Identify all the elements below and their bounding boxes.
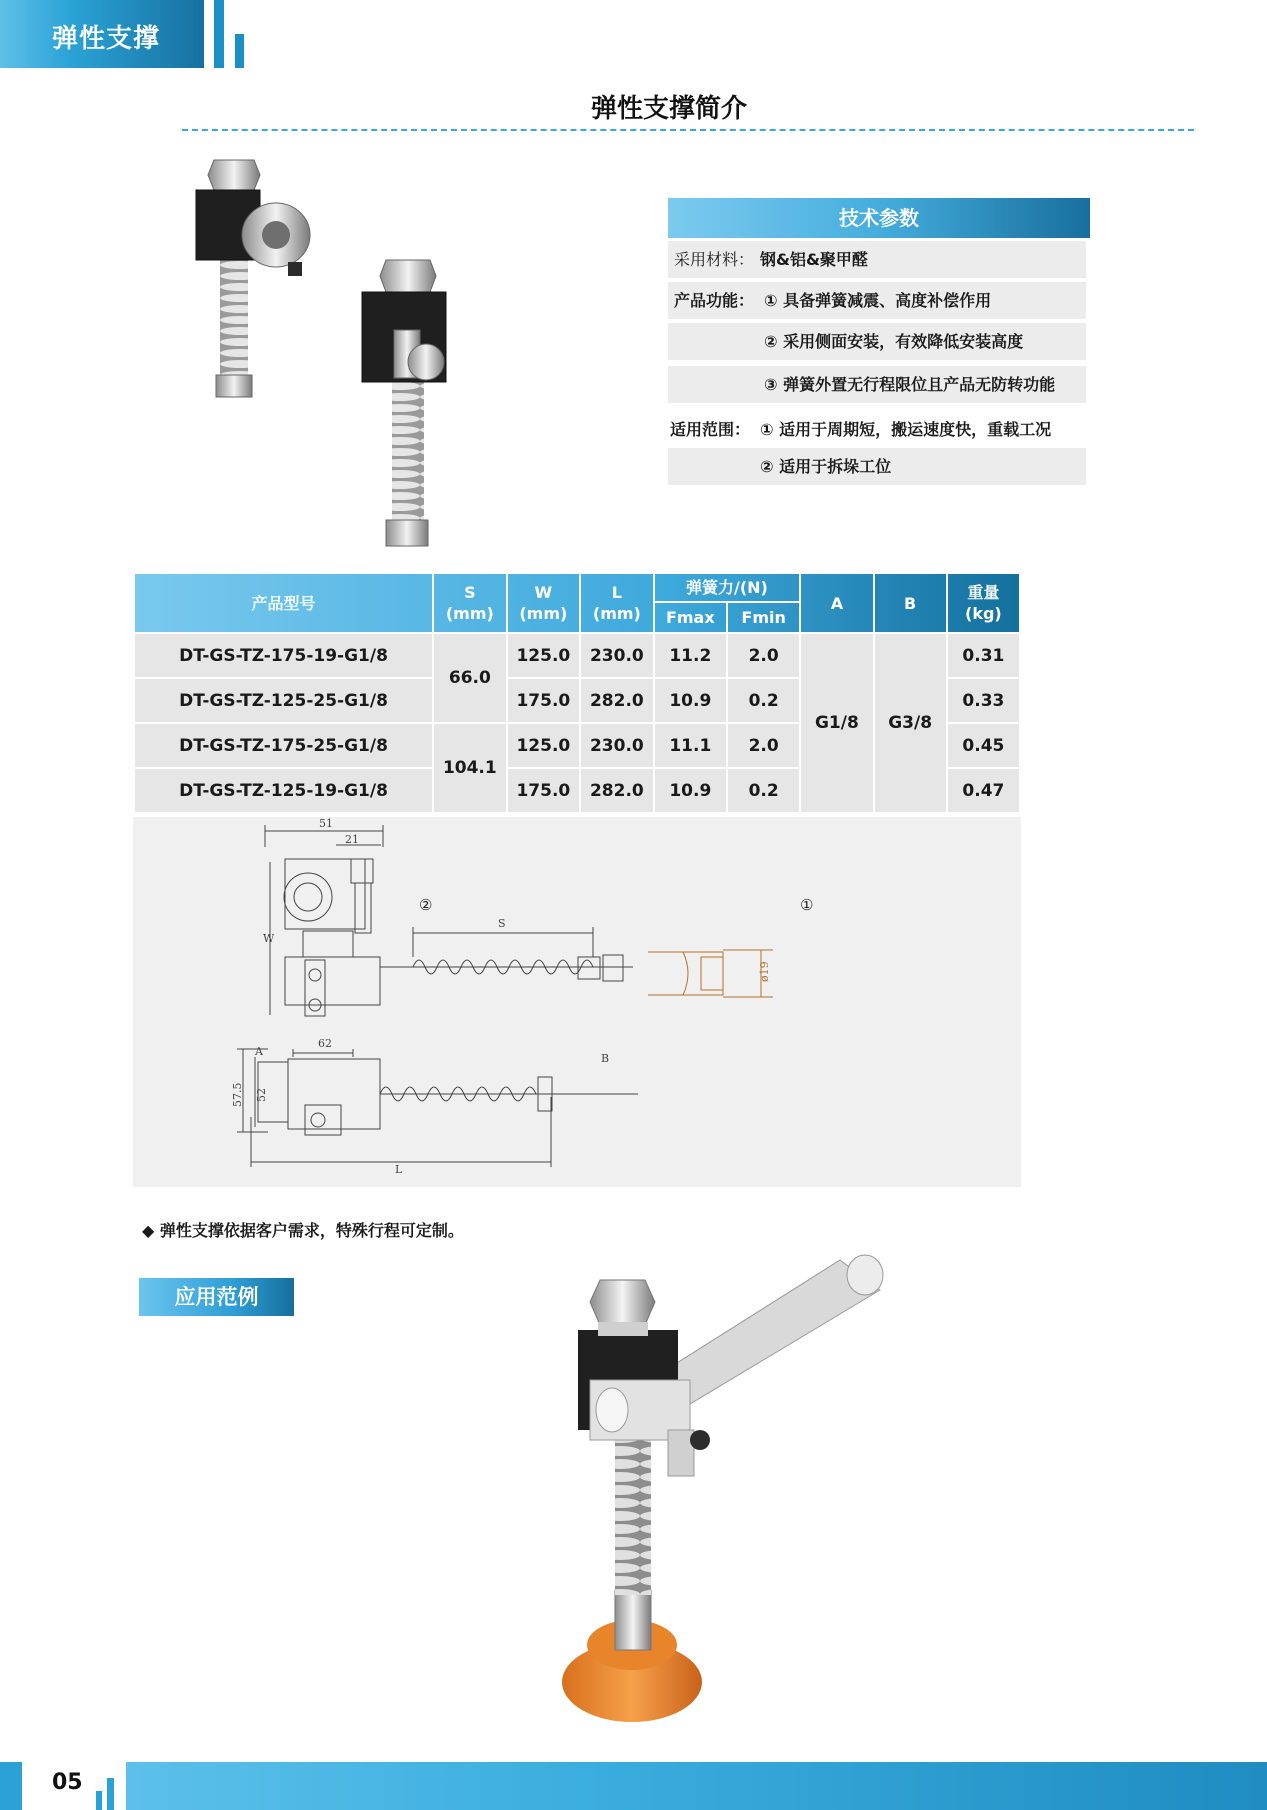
cell-fmin: 2.0 [728,724,799,767]
cell-weight: 0.31 [948,634,1019,677]
technical-drawing-area [133,817,1021,1187]
cell-fmax: 11.2 [655,634,726,677]
svg-text:A: A [255,1045,263,1058]
cell-a: G1/8 [801,634,872,812]
cell-l: 230.0 [581,724,653,767]
application-label: 应用范例 [139,1278,294,1316]
header-weight: 重量 (kg) [965,583,1002,623]
cell-s-group: 66.0 [434,634,506,722]
page-title: 弹性支撑简介 [590,94,747,124]
cell-fmax: 10.9 [655,679,726,722]
header-l: L (mm) [592,583,641,623]
header-spring-force: 弹簧力/(N) [686,577,768,597]
spec-row-function-3 [668,366,1086,403]
header-model: 产品型号 [251,593,316,613]
table-row [135,634,1019,677]
header-fmin: Fmin [741,607,786,627]
cell-model: DT-GS-TZ-125-19-G1/8 [135,769,432,812]
drawing-marker-2: ② [419,896,433,914]
table-header-row [135,574,1019,601]
svg-text:57.5: 57.5 [231,1082,244,1107]
spec-row-function-1 [668,282,1086,319]
header-s: S (mm) [445,583,494,623]
footer-band [126,1762,1267,1810]
product-table [133,572,1021,814]
cell-b: G3/8 [875,634,946,812]
cell-w: 125.0 [508,634,580,677]
cell-fmax: 10.9 [655,769,726,812]
cell-weight: 0.33 [948,679,1019,722]
header-a: A [830,593,844,613]
spec-row-scope-1 [668,411,1086,448]
cell-l: 282.0 [581,679,653,722]
cell-weight: 0.45 [948,724,1019,767]
product-unit-1 [196,160,310,397]
cell-fmax: 11.1 [655,724,726,767]
svg-text:W: W [263,932,275,945]
cell-w: 175.0 [508,769,580,812]
header-accent-bar-short [235,34,244,68]
svg-text:51: 51 [319,817,333,830]
cell-fmin: 0.2 [728,769,799,812]
svg-text:ø19: ø19 [758,961,771,982]
application-illustration [520,1250,920,1740]
function-item: ③ 弹簧外置无行程限位且产品无防转功能 [764,375,1056,394]
cell-model: DT-GS-TZ-175-25-G1/8 [135,724,432,767]
technical-drawing [133,817,1021,1187]
cell-s-group: 104.1 [434,724,506,812]
cell-fmin: 0.2 [728,679,799,722]
material-label: 采用材料： [674,250,755,269]
material-value: 钢&铝&聚甲醛 [760,250,868,269]
page-number: 05 [52,1770,83,1795]
svg-text:B: B [601,1052,610,1065]
function-item: ① 具备弹簧减震、高度补偿作用 [764,291,992,310]
spec-row-scope-2 [668,448,1086,485]
cell-model: DT-GS-TZ-125-25-G1/8 [135,679,432,722]
footer-accent-bar-medium [107,1778,114,1810]
footer-accent-bar-small [96,1791,102,1810]
svg-text:21: 21 [345,833,359,846]
customization-note: ◆ 弹性支撑依据客户需求，特殊行程可定制。 [142,1221,464,1240]
drawing-marker-1: ① [800,896,814,914]
header-accent-bar [214,0,224,68]
header-fmax: Fmax [665,607,715,627]
cell-l: 230.0 [581,634,653,677]
scope-label: 适用范围： [670,420,751,439]
spec-panel-title: 技术参数 [668,198,1090,238]
spec-row-function-2 [668,323,1086,360]
scope-item: ② 适用于拆垛工位 [760,457,892,476]
svg-text:62: 62 [318,1037,332,1050]
scope-item: ① 适用于周期短，搬运速度快，重载工况 [760,420,1052,439]
header-b: B [904,593,917,613]
cell-weight: 0.47 [948,769,1019,812]
product-unit-2 [362,260,446,546]
svg-text:52: 52 [255,1088,268,1102]
svg-text:L: L [395,1163,403,1176]
section-title: 弹性支撑 [52,24,161,54]
cell-w: 125.0 [508,724,580,767]
title-divider [182,129,1194,131]
function-item: ② 采用侧面安装，有效降低安装高度 [764,332,1024,351]
cell-fmin: 2.0 [728,634,799,677]
spec-row-material [668,241,1086,278]
cell-w: 175.0 [508,679,580,722]
function-label: 产品功能： [674,291,755,310]
svg-text:S: S [498,917,506,930]
cell-model: DT-GS-TZ-175-19-G1/8 [135,634,432,677]
product-illustration [180,150,480,560]
cell-l: 282.0 [581,769,653,812]
header-w: W (mm) [519,583,568,623]
footer-accent-bar [0,1762,22,1810]
